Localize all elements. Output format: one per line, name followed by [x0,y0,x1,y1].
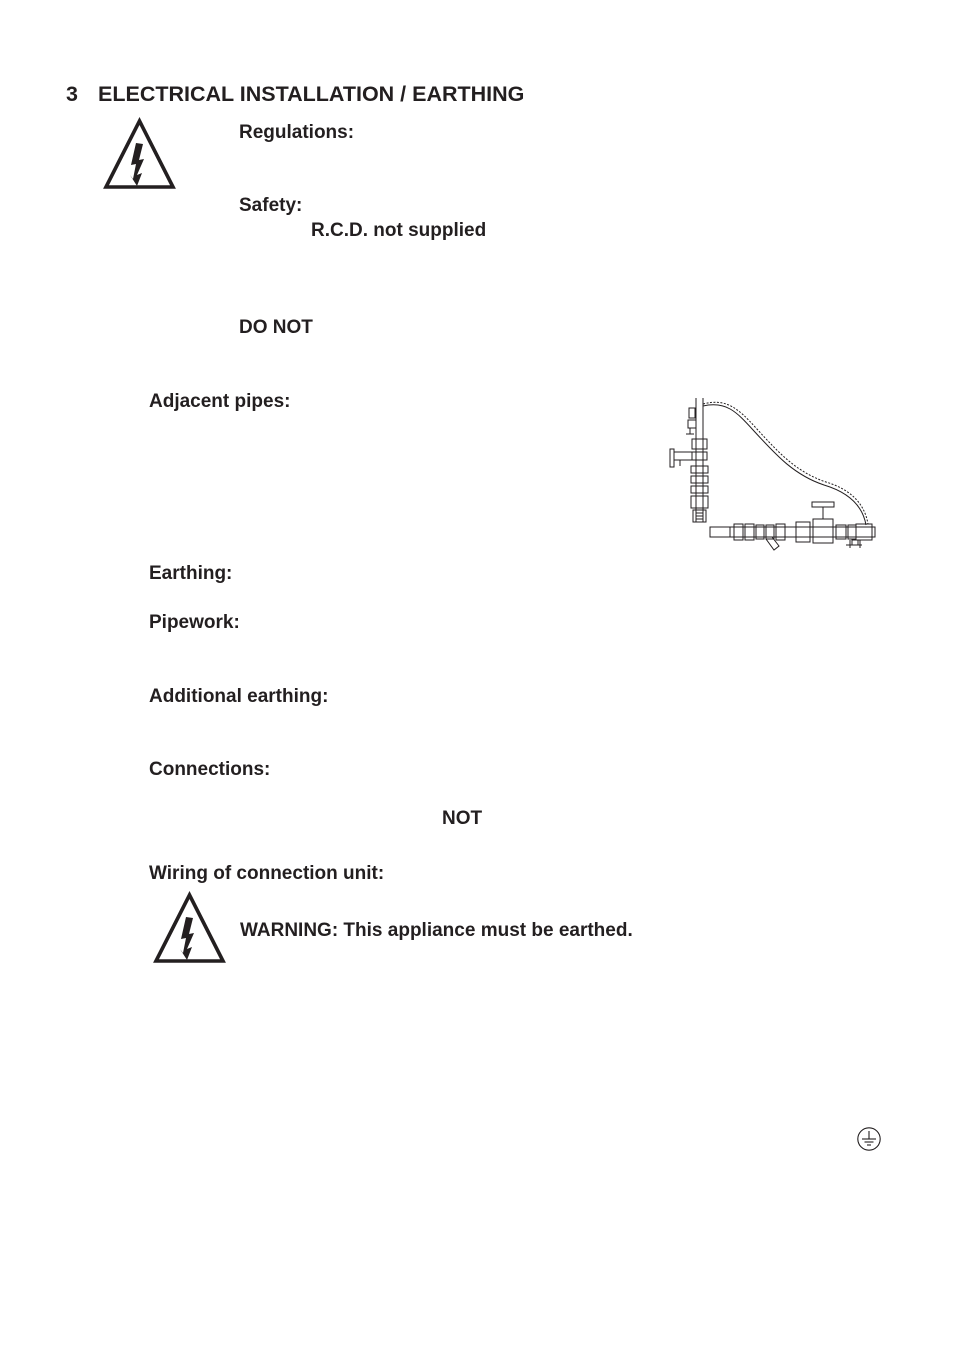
earth-bonding-pipe-diagram [666,394,880,560]
regulations-label: Regulations: [239,122,355,143]
safety-label: Safety: [239,195,303,216]
pipework-label: Pipework: [149,612,240,633]
connections-label: Connections: [149,759,271,780]
wiring-label: Wiring of connection unit: [149,863,385,884]
rcd-note: R.C.D. not supplied [311,220,487,241]
adjacent-pipes-label: Adjacent pipes: [149,391,291,412]
do-not-label: DO NOT [239,317,313,338]
earthing-label: Earthing: [149,563,233,584]
electrical-hazard-icon [153,891,226,965]
section-number: 3 [66,82,78,106]
protective-earth-icon [856,1126,882,1152]
section-title: ELECTRICAL INSTALLATION / EARTHING [98,82,525,106]
not-label: NOT [442,808,483,829]
section-heading [66,81,524,107]
additional-earthing-label: Additional earthing: [149,686,329,707]
electrical-hazard-icon [103,117,176,191]
warning-text: WARNING: This appliance must be earthed. [240,920,633,941]
